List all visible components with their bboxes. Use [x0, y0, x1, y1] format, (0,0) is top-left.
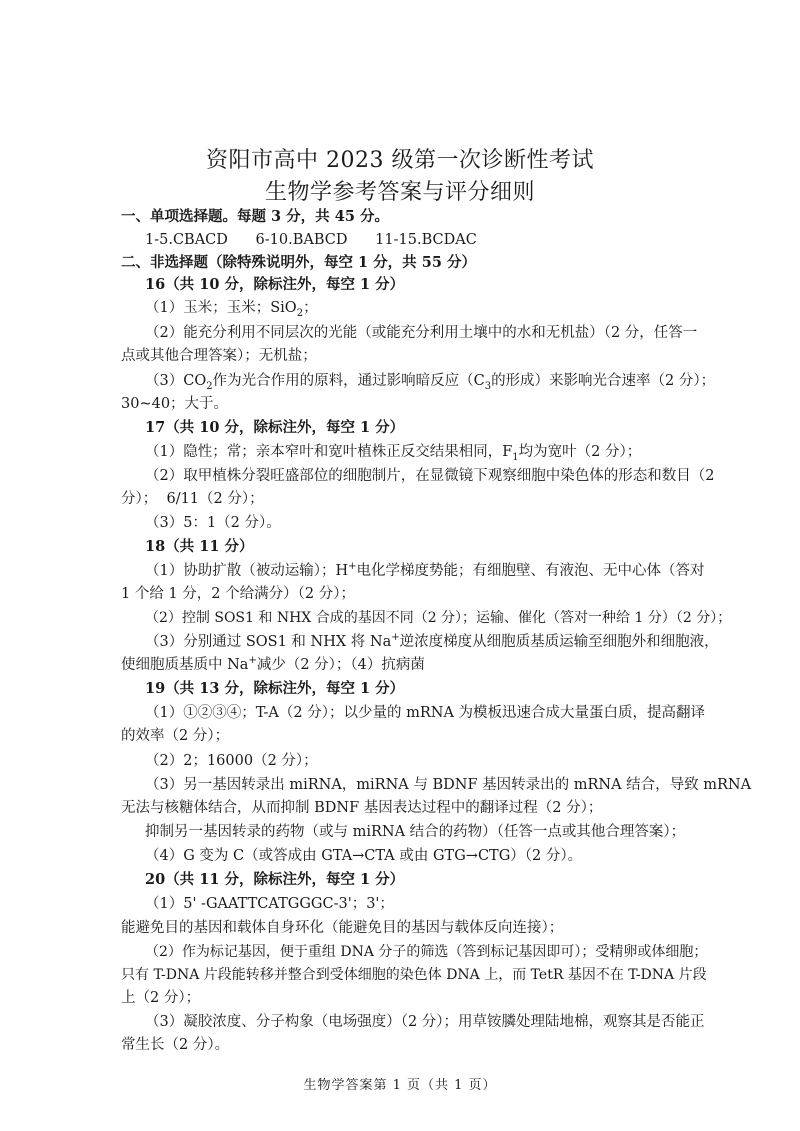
q20-answer-1-line1: （1）5' -GAATTCATGGGC-3'；3'； — [145, 896, 394, 912]
q17-answer-3: （3）5：1（2 分）。 — [145, 515, 281, 531]
q16-answer-3-line1: $(3)CO_2$作为光合作用的原料，通过影响暗反应（$C_3$的形成）来影响光合速率（2 分）； — [145, 373, 716, 392]
q18-heading: 18（共 11 分） — [145, 538, 254, 555]
q19-answer-3-line3: 抑制另一基因转录的药物（或与 miRNA 结合的药物）（任答一点或其他合理答案）； — [145, 824, 686, 840]
q19-answer-2: （2）2；16000（2 分）； — [145, 753, 318, 769]
q20-heading: 20（共 11 分，除标注外，每空 1 分） — [145, 871, 405, 888]
q20-answer-3-line1: （3）凝胶浓度、分子构象（电场强度）（2 分）；用草铵膦处理陆地棉，观察其是否能正 — [145, 1014, 705, 1030]
q17-answer-1: （1）隐性；常；亲本窄叶和宽叶植株正反交结果相同，$F_1$均为宽叶（2 分）； — [145, 444, 642, 463]
q16-heading: 16（共 10 分，除标注外，每空 1 分） — [145, 276, 405, 293]
section2-heading: 二、非选择题（除特殊说明外，每空 1 分，共 55 分） — [121, 254, 476, 271]
section1-answers: 1-5.CBACD 6-10.BABCD 11-15.BCDAC — [145, 232, 477, 248]
q19-answer-1-line2: 的效率（2 分）； — [121, 728, 230, 744]
q16-answer-1: （1）玉米；玉米；SiO$_2$； — [145, 300, 318, 319]
q16-answer-2-line1: （2）能充分利用不同层次的光能（或能充分利用土壤中的水和无机盐）（2 分，任答一 — [145, 325, 698, 341]
document-subtitle: 生物学参考答案与评分细则 — [264, 180, 535, 205]
q19-answer-4: （4）G 变为 C（或答成由 GTA→CTA 或由 GTG→CTG）（2 分）。 — [145, 848, 583, 864]
q20-answer-2-line1: （2）作为标记基因，便于重组 DNA 分子的筛选（答到标记基因即可）；受精卵或体细胞； — [145, 944, 708, 960]
document-title: 资阳市高中 2023 级第一次诊断性考试 — [206, 148, 594, 173]
q19-answer-1-line1: （1）①②③④；T-A（2 分）；以少量的 mRNA 为模板迅速合成大量蛋白质，提高翻译 — [145, 705, 706, 721]
q18-answer-1-line1: （1）协助扩散（被动运输）；H+电化学梯度势能；有细胞壁、有液泡、无中心体（答对 — [145, 561, 705, 579]
q20-answer-2-line3: 上（2 分）； — [121, 990, 201, 1006]
q20-answer-2-line2: 只有 T-DNA 片段能转移并整合到受体细胞的染色体 DNA 上，而 TetR 基因不在 T-DNA 片段 — [121, 967, 707, 983]
page-footer: 生物学答案第 1 页（共 1 页） — [303, 1078, 497, 1093]
q19-heading: 19（共 13 分，除标注外，每空 1 分） — [145, 680, 405, 697]
q18-answer-3-line2: 使细胞质基质中 Na+减少（2 分）；（4）抗病菌 — [121, 655, 425, 673]
q17-answer-2-line2: 分）； 6/11（2 分）； — [121, 491, 264, 507]
q19-answer-3-line1: （3）另一基因转录出 miRNA，miRNA 与 BDNF 基因转录出的 mRNA 结合，导致 mRNA — [145, 777, 752, 793]
q16-answer-2-line2: 点或其他合理答案）；无机盐； — [121, 348, 317, 364]
q20-answer-1-line2: 能避免目的基因和载体自身环化（能避免目的基因与载体反向连接）； — [121, 920, 564, 936]
section1-heading: 一、单项选择题。每题 3 分，共 45 分。 — [121, 208, 389, 225]
q17-heading: 17（共 10 分，除标注外，每空 1 分） — [145, 419, 405, 436]
q20-answer-3-line2: 常生长（2 分）。 — [121, 1037, 230, 1053]
q19-answer-3-line2: 无法与核糖体结合，从而抑制 BDNF 基因表达过程中的翻译过程（2 分）； — [121, 800, 603, 816]
q18-answer-2: （2）控制 SOS1 和 NHX 合成的基因不同（2 分）；运输、催化（答对一种给 1 分）（2 分）； — [145, 610, 732, 626]
q16-answer-3-line2: 30~40；大于。 — [121, 396, 229, 412]
q18-answer-3-line1: （3）分别通过 SOS1 和 NHX 将 Na+逆浓度梯度从细胞质基质运输至细胞外和细胞液， — [145, 632, 719, 650]
q18-answer-1-line2: 1 个给 1 分，2 个给满分）（2 分）； — [121, 586, 355, 602]
q17-answer-2-line1: （2）取甲植株分裂旺盛部位的细胞制片，在显微镜下观察细胞中染色体的形态和数目（2 — [145, 468, 715, 484]
